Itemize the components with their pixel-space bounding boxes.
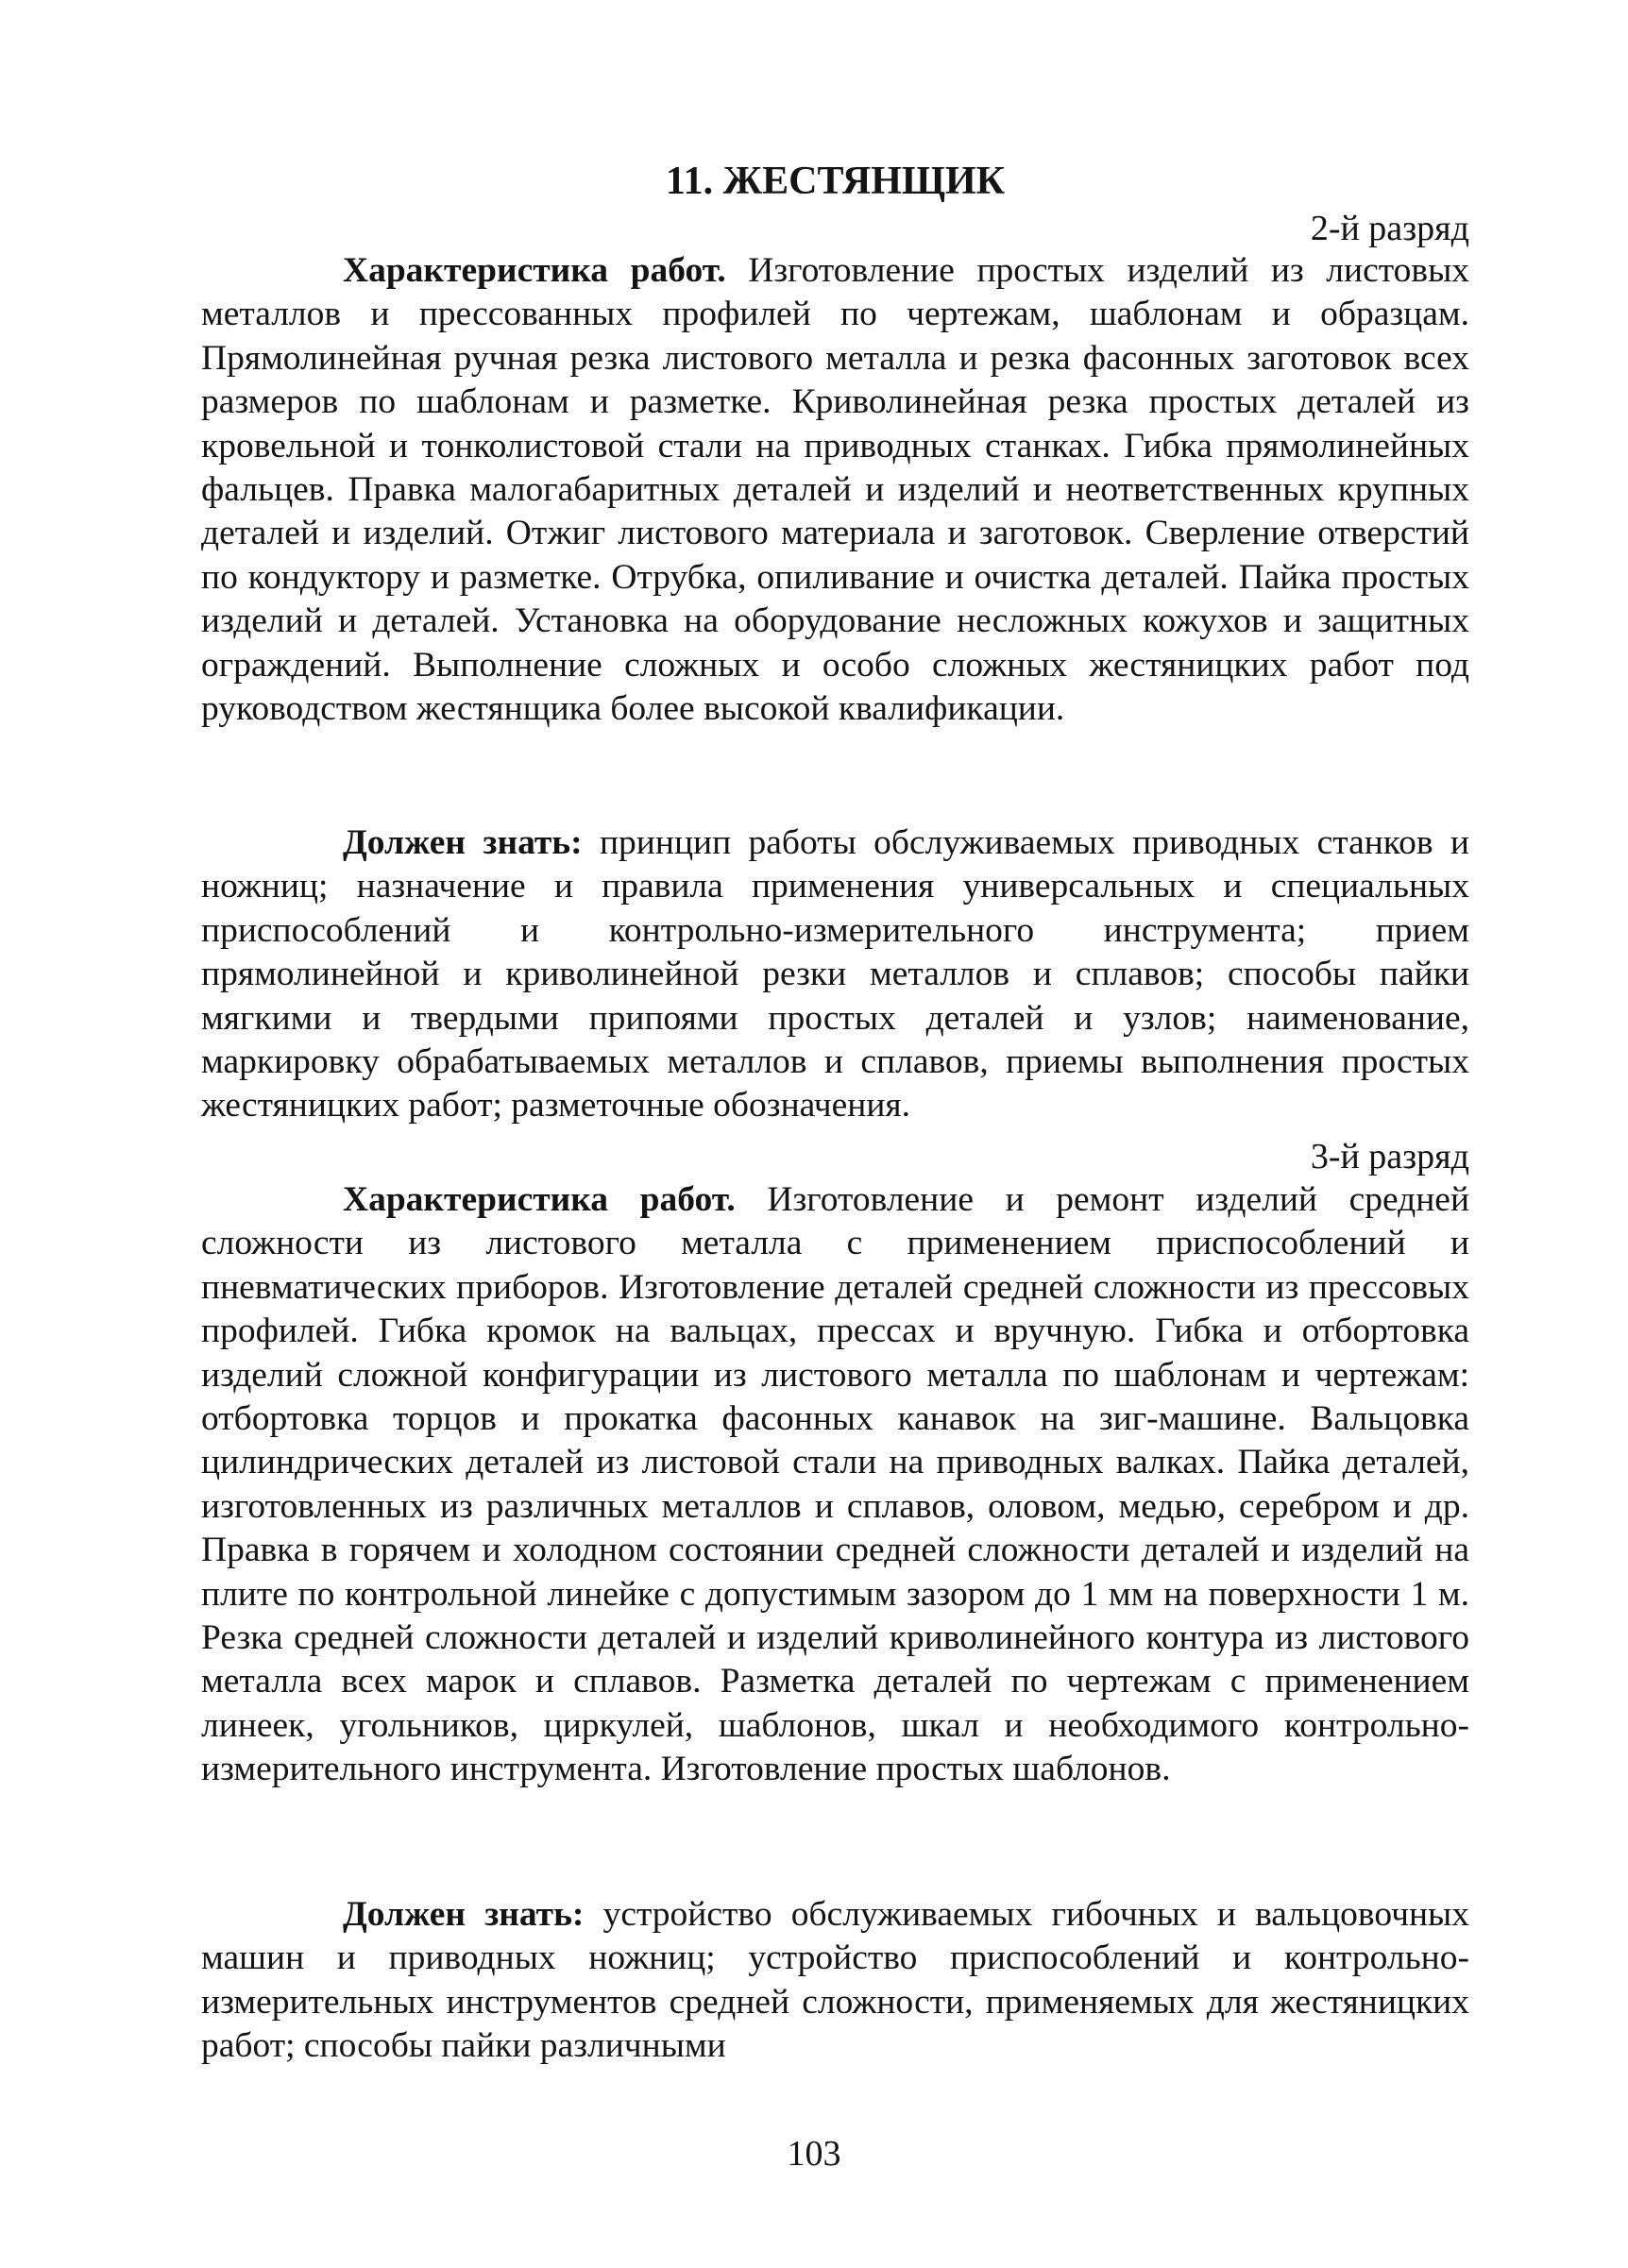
knowledge-label: Должен знать: <box>343 823 583 862</box>
section-title: 11. ЖЕСТЯНЩИК <box>665 160 1006 203</box>
characteristic-paragraph-3 <box>201 1178 1469 1792</box>
characteristic-text: Изготовление и ремонт изделий средней сложности из листового металла с применением приспособлений и пневматических приборов. Изготовление деталей средней сложности из прессовых профилей. Гибка кромок на вальцах, прессах и вручную. Гибка и отбортовка изделий сложной конфигурации из листового металла по шаблонам и чертежам: отбортовка торцов и прокатка фасонных канавок на зиг-машине. Вальцовка цилиндрических деталей из листовой стали на приводных валках. Пайка деталей, изготовленных из различных металлов и сплавов, оловом, медью, серебром и др. Правка в горячем и холодном состоянии средней сложности деталей и изделий на плите по контрольной линейке с допустимым зазором до 1 мм на поверхности 1 м. Резка средней сложности деталей и изделий криволинейного контура из листового металла всех марок и сплавов. Разметка деталей по чертежам с применением линеек, угольников, циркулей, шаблонов, шкал и необходимого контрольно-измерительного инструмента. Изготовление простых шаблонов. <box>201 1180 1470 1789</box>
rank-heading-3: 3-й разряд <box>1310 1137 1469 1176</box>
characteristic-text: Изготовление простых изделий из листовых металлов и прессованных профилей по чертежам, шаблонам и образцам. Прямолинейная ручная резка листового металла и резка фасонных заготовок всех размеров по шаблонам и разметке. Криволинейная резка простых деталей из кровельной и тонколистовой стали на приводных станках. Гибка прямолинейных фальцев. Правка малогабаритных деталей и изделий и неответственных крупных деталей и изделий. Отжиг листового материала и заготовок. Сверление отверстий по кондуктору и разметке. Отрубка, опиливание и очистка деталей. Пайка простых изделий и деталей. Установка на оборудование несложных кожухов и защитных ограждений. Выполнение сложных и особо сложных жестяницких работ под руководством жестянщика более высокой квалификации. <box>201 251 1470 729</box>
knowledge-text: принцип работы обслуживаемых приводных станков и ножниц; назначение и правила применения универсальных и специальных приспособлений и контрольно-измерительного инструмента; прием прямолинейной и криволинейной резки металлов и сплавов; способы пайки мягкими и твердыми припоями простых деталей и узлов; наименование, маркировку обрабатываемых металлов и сплавов, приемы выполнения простых жестяницких работ; разметочные обозначения. <box>201 823 1470 1126</box>
knowledge-text: устройство обслуживаемых гибочных и вальцовочных машин и приводных ножниц; устройство приспособлений и контрольно-измерительных инструментов средней сложности, применяемых для жестяницких работ; способы пайки различными <box>201 1895 1469 2066</box>
characteristic-paragraph-2 <box>201 249 1469 731</box>
characteristic-label: Характеристика работ. <box>343 1180 736 1219</box>
rank-heading-2: 2-й разряд <box>1310 209 1469 248</box>
knowledge-label: Должен знать: <box>343 1895 585 1934</box>
page-number: 103 <box>787 2134 841 2174</box>
knowledge-paragraph-3 <box>201 1893 1469 2069</box>
characteristic-label: Характеристика работ. <box>343 251 726 290</box>
knowledge-paragraph-2 <box>201 821 1469 1128</box>
